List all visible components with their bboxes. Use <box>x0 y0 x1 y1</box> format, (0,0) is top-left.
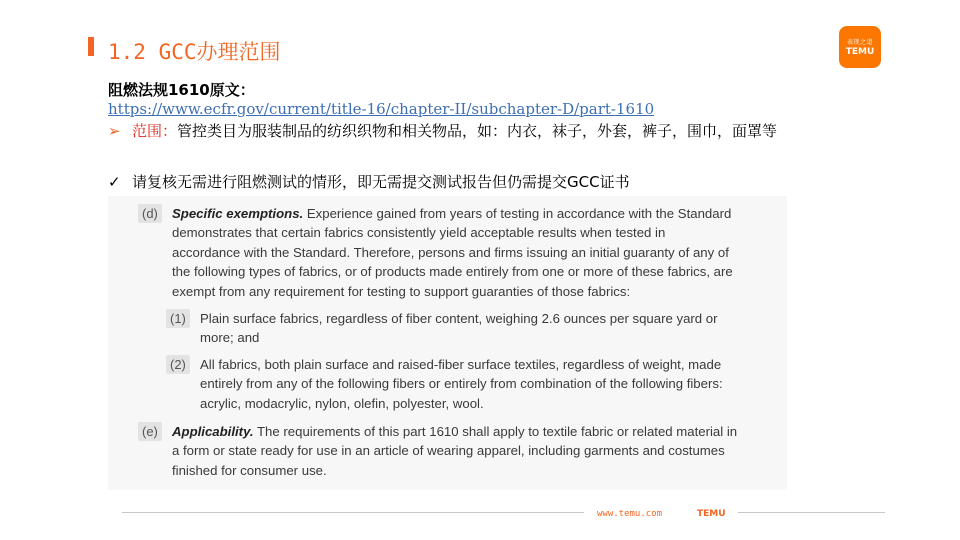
section-e-line: a form or state ready for use in an article of wearing apparel, including garments and costumes <box>172 443 725 459</box>
checkmark-icon: ✓ <box>108 173 121 191</box>
scope-prefix: 范围： <box>132 122 178 140</box>
item-1-line: more; and <box>200 330 260 346</box>
footer-divider-right <box>738 512 885 513</box>
logo-wordmark: TEMU <box>845 47 875 57</box>
item-2-line: entirely from any of the following fibers or entirely from combination of the following fibers: <box>200 376 723 392</box>
note-bullet <box>108 171 630 192</box>
footer-brand: TEMU <box>697 509 726 519</box>
item-2-line: All fabrics, both plain surface and raised-fiber surface textiles, regardless of weight, made <box>200 357 722 372</box>
regulation-link[interactable]: https://www.ecfr.gov/current/title-16/chapter-II/subchapter-D/part-1610 <box>108 100 655 118</box>
scope-text: 管控类目为服装制品的纺织织物和相关物品，如：内衣，袜子，外套，裤子，围巾，面罩等 <box>177 122 778 140</box>
scope-bullet <box>108 120 878 142</box>
section-e-line: finished for consumer use. <box>172 462 327 478</box>
item-2-line: acrylic, modacrylic, nylon, olefin, polyester, wool. <box>200 395 484 411</box>
item-1-line: Plain surface fabrics, regardless of fiber content, weighing 2.6 ounces per square yard or <box>200 311 718 326</box>
item-1-text <box>200 309 782 348</box>
footer-url: www.temu.com <box>597 509 663 519</box>
slide-title: 1.2 GCC办理范围 <box>108 40 281 64</box>
section-d-line: exempt from any requirement for testing to support guaranties of those fabrics: <box>172 283 631 299</box>
title-accent-bar <box>88 37 94 56</box>
scope-text-block <box>132 120 878 142</box>
item-2-text <box>200 355 782 413</box>
arrow-bullet-icon: ➢ <box>108 122 121 140</box>
item-2-tag: (2) <box>166 355 190 374</box>
section-e-line: The requirements of this part 1610 shall apply to textile fabric or related material in <box>253 424 738 439</box>
section-d-line: the following types of fabrics, or of products made entirely from one or more of these fabrics, are <box>172 264 733 280</box>
section-e-tag: (e) <box>138 422 162 441</box>
item-1-tag: (1) <box>166 309 190 328</box>
temu-logo <box>839 26 881 68</box>
regulation-excerpt-image <box>108 196 787 490</box>
section-d-line: accordance with the Standard. Therefore, persons and firms issuing an initial guaranty of any of <box>172 244 729 260</box>
note-text: 请复核无需进行阻燃测试的情形，即无需提交测试报告但仍需提交GCC证书 <box>132 173 630 191</box>
section-e-heading: Applicability. <box>172 424 254 439</box>
logo-tagline: 表现之道 <box>846 39 873 46</box>
section-d-text <box>172 204 782 301</box>
section-d-line: demonstrates that certain fabrics consistently yield acceptable results when tested in <box>172 225 666 241</box>
footer-divider-left <box>122 512 584 513</box>
regulation-label: 阻燃法规1610原文： <box>108 81 255 99</box>
section-d-heading: Specific exemptions. <box>172 206 304 221</box>
section-d-line: Experience gained from years of testing in accordance with the Standard <box>303 206 732 221</box>
section-e-text <box>172 422 782 480</box>
section-d-tag: (d) <box>138 204 162 223</box>
